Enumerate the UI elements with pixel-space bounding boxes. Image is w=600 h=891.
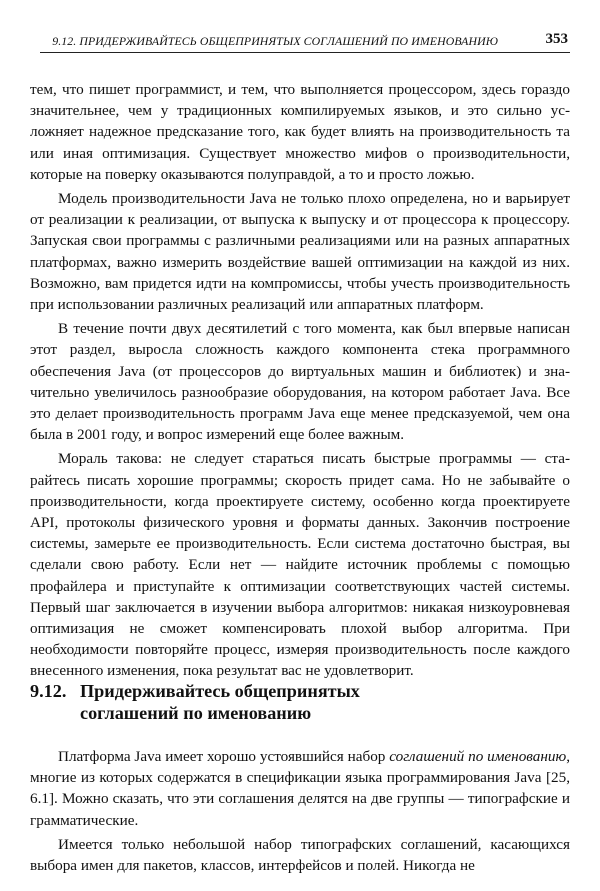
paragraph-performance-model: Модель производительности Java не только плохо определена, но и варьирует от реализации к реализации, от выпуска к выпуску и от процессора к процессору. Запуская свои программы с различными реализациями или на разных аппаратных платформах, важно измерить воздействие вашей оптимизации на каждой из них. Возможно, вам придется идти на компромиссы, чтобы учесть производительность при использовании различных реализаций или аппаратных платформ. xyxy=(30,190,570,314)
paragraph-two-decades: В течение почти двух десятилетий с того момента, как был впервые написан этот раздел, выросла сложность каждого компонента стека программного обеспечения Java (от процессоров до виртуальных машин и библиотек) и значительно увеличилось разнообразие оборудования, на котором работает Java. Все это делает производительность программ Java еще менее предсказуемой, чем она была в 2001 году, и вопрос измерений еще более важным. xyxy=(30,320,570,444)
naming-intro-rest: , многие из которых содержатся в спецификации языка программирования Java [25, 6.1]. Можно сказать, что эти соглашения делятся на две группы — типографские и грамматические. xyxy=(30,748,570,829)
section-title-line2: соглашений по именованию xyxy=(80,703,312,723)
paragraph-typographic: Имеется только небольшой набор типографских соглашений, касающихся выбора имен для пакетов, классов, интерфейсов и полей. Никогда не xyxy=(30,835,570,875)
running-head xyxy=(40,32,570,53)
paragraph-continuation: тем, что пишет программист, и тем, что выполняется процессором, здесь гораздо значительнее, чем у традиционных компилируемых языков, и это сильно усложняет надежное предсказание того, как будет влиять на производительность та или иная оптимизация. Существует множество мифов о производительности, которые на поверку оказываются полуправдой, а то и просто ложью. xyxy=(30,81,570,183)
section-heading xyxy=(30,680,570,724)
paragraph-moral: Мораль такова: не следует стараться писать быстрые программы — старайтесь писать хорошие программы; скорость придет сама. Но не забывайте о производительности, когда проектируете систему, особенно когда проектируете API, протоколы физического уровня и форматы данных. Закончив построение системы, замерьте ее производительность. Если система достаточно быстрая, вы сделали свою работу. Если нет — найдите источник проблемы с помощью профайлера и приступайте к оптимизации соответствующих частей системы. Первый шаг заключается в изучении выбора алгоритмов: никакая низкоуровневая оптимизация не сможет компенсировать плохой выбор алгоритма. При необходимости повторяйте процесс, измеряя производительность после каждого внесенного изменения, пока результат вас не удовлетворит. xyxy=(30,450,570,680)
body-text xyxy=(30,79,570,682)
naming-intro-text: Платформа Java имеет хорошо устоявшийся набор xyxy=(58,748,390,765)
section-title-line1: Придерживайтесь общепринятых xyxy=(80,681,360,701)
section-number: 9.12. xyxy=(30,681,67,701)
page-number: 353 xyxy=(545,31,568,47)
section-body-text xyxy=(30,746,570,876)
running-head-title: 9.12. ПРИДЕРЖИВАЙТЕСЬ ОБЩЕПРИНЯТЫХ СОГЛАШЕНИЙ ПО ИМЕНОВАНИЮ xyxy=(52,34,498,48)
paragraph-naming-conventions xyxy=(30,746,570,831)
naming-conventions-emphasis: соглашений по именованию xyxy=(389,748,567,765)
